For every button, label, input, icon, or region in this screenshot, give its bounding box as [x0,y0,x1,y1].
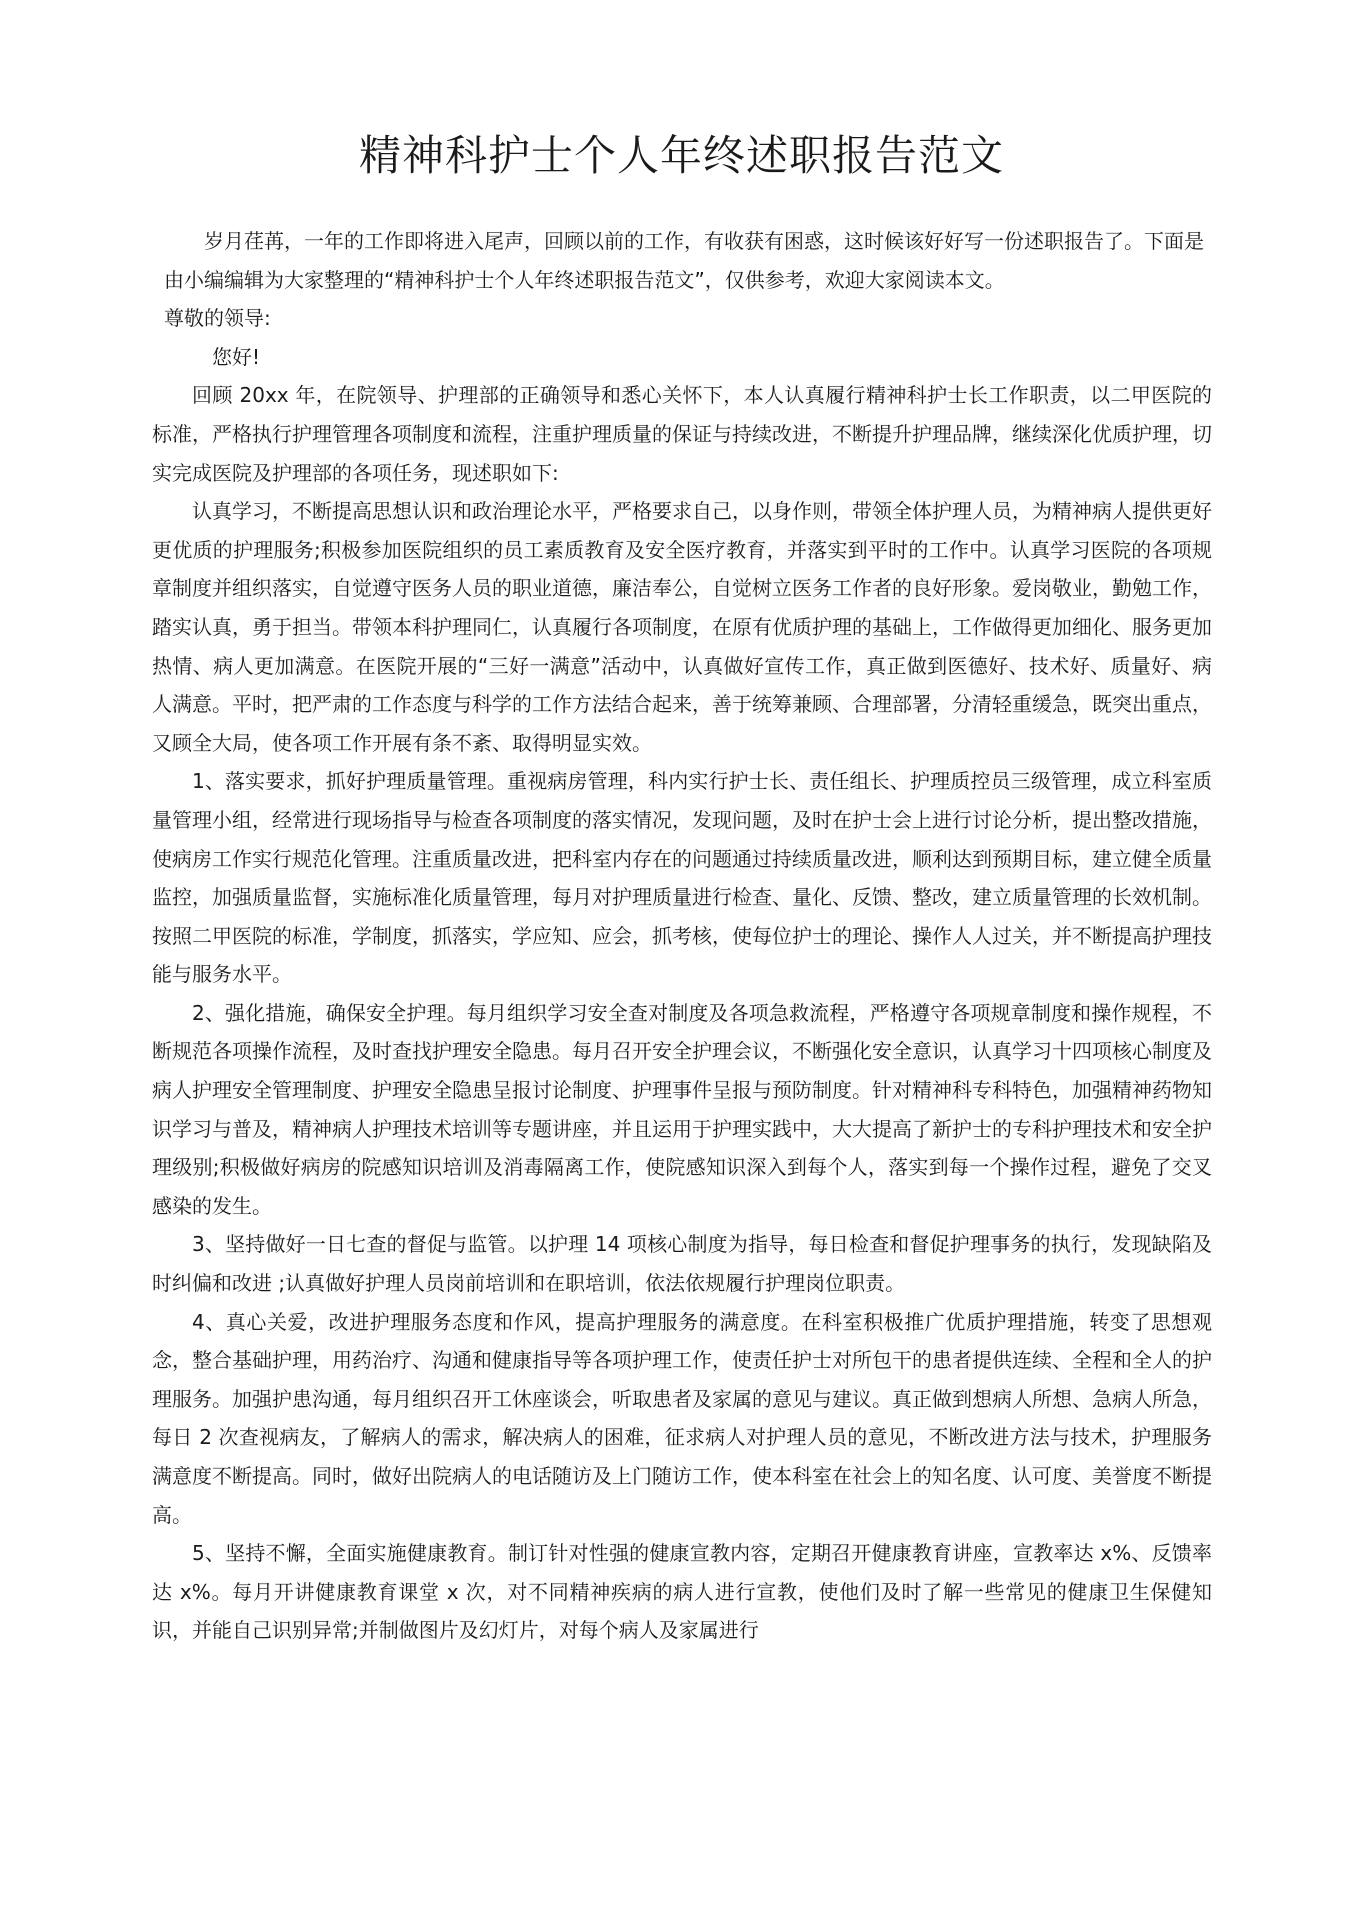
body-paragraph: 认真学习，不断提高思想认识和政治理论水平，严格要求自己，以身作则，带领全体护理人员，为精神病人提供更好更优质的护理服务;积极参加医院组织的员工素质教育及安全医疗教育，并落实到平时的工作中。认真学习医院的各项规章制度并组织落实，自觉遵守医务人员的职业道德，廉洁奉公，自觉树立医务工作者的良好形象。爱岗敬业，勤勉工作，踏实认真，勇于担当。带领本科护理同仁，认真履行各项制度，在原有优质护理的基础上，工作做得更加细化、服务更加热情、病人更加满意。在医院开展的“三好一满意”活动中，认真做好宣传工作，真正做到医德好、技术好、质量好、病人满意。平时，把严肃的工作态度与科学的工作方法结合起来，善于统筹兼顾、合理部署，分清轻重缓急，既突出重点，又顾全大局，使各项工作开展有条不紊、取得明显实效。 [152,499,1212,755]
salutation: 尊敬的领导: [164,306,271,331]
document-body [152,222,1212,1650]
body-paragraph: 3、坚持做好一日七查的督促与监管。以护理 14 项核心制度为指导，每日检查和督促护理事务的执行，发现缺陷及时纠偏和改进 ;认真做好护理人员岗前培训和在职培训，依法依规履行护理岗位职责。 [152,1232,1212,1296]
body-paragraph: 5、坚持不懈，全面实施健康教育。制订针对性强的健康宣教内容，定期召开健康教育讲座，宣教率达 x%、反馈率达 x%。每月开讲健康教育课堂 x 次，对不同精神疾病的病人进行宣教，使他们及时了解一些常见的健康卫生保健知识，并能自己识别异常;并制做图片及幻灯片，对每个病人及家属进行 [152,1541,1212,1643]
body-paragraph: 2、强化措施，确保安全护理。每月组织学习安全查对制度及各项急救流程，严格遵守各项规章制度和操作规程，不断规范各项操作流程，及时查找护理安全隐患。每月召开安全护理会议，不断强化安全意识，认真学习十四项核心制度及病人护理安全管理制度、护理安全隐患呈报讨论制度、护理事件呈报与预防制度。针对精神科专科特色，加强精神药物知识学习与普及，精神病人护理技术培训等专题讲座，并且运用于护理实践中，大大提高了新护士的专科护理技术和安全护理级别;积极做好病房的院感知识培训及消毒隔离工作，使院感知识深入到每个人，落实到每一个操作过程，避免了交叉感染的发生。 [152,1000,1212,1218]
intro-paragraph: 岁月荏苒，一年的工作即将进入尾声，回顾以前的工作，有收获有困惑，这时候该好好写一份述职报告了。下面是由小编编辑为大家整理的“精神科护士个人年终述职报告范文”，仅供参考，欢迎大家阅读本文。 [164,229,1204,292]
body-paragraph: 4、真心关爱，改进护理服务态度和作风，提高护理服务的满意度。在科室积极推广优质护理措施，转变了思想观念，整合基础护理，用药治疗、沟通和健康指导等各项护理工作，使责任护士对所包干的患者提供连续、全程和全人的护理服务。加强护患沟通，每月组织召开工休座谈会，听取患者及家属的意见与建议。真正做到想病人所想、急病人所急，每日 2 次查视病友，了解病人的需求，解决病人的困难，征求病人对护理人员的意见，不断改进方法与技术，护理服务满意度不断提高。同时，做好出院病人的电话随访及上门随访工作，使本科室在社会上的知名度、认可度、美誉度不断提高。 [152,1309,1212,1527]
document-title: 精神科护士个人年终述职报告范文 [358,131,1004,180]
body-paragraph: 回顾 20xx 年，在院领导、护理部的正确领导和悉心关怀下，本人认真履行精神科护士长工作职责，以二甲医院的标准，严格执行护理管理各项制度和流程，注重护理质量的保证与持续改进，不断提升护理品牌，继续深化优质护理，切实完成医院及护理部的各项任务，现述职如下: [152,383,1212,485]
body-paragraph: 1、落实要求，抓好护理质量管理。重视病房管理，科内实行护士长、责任组长、护理质控员三级管理，成立科室质量管理小组，经常进行现场指导与检查各项制度的落实情况，发现问题，及时在护士会上进行讨论分析，提出整改措施，使病房工作实行规范化管理。注重质量改进，把科室内存在的问题通过持续质量改进，顺利达到预期目标，建立健全质量监控，加强质量监督，实施标准化质量管理，每月对护理质量进行检查、量化、反馈、整改，建立质量管理的长效机制。按照二甲医院的标准，学制度，抓落实，学应知、应会，抓考核，使每位护士的理论、操作人人过关，并不断提高护理技能与服务水平。 [152,769,1212,987]
greeting: 您好! [212,344,261,369]
